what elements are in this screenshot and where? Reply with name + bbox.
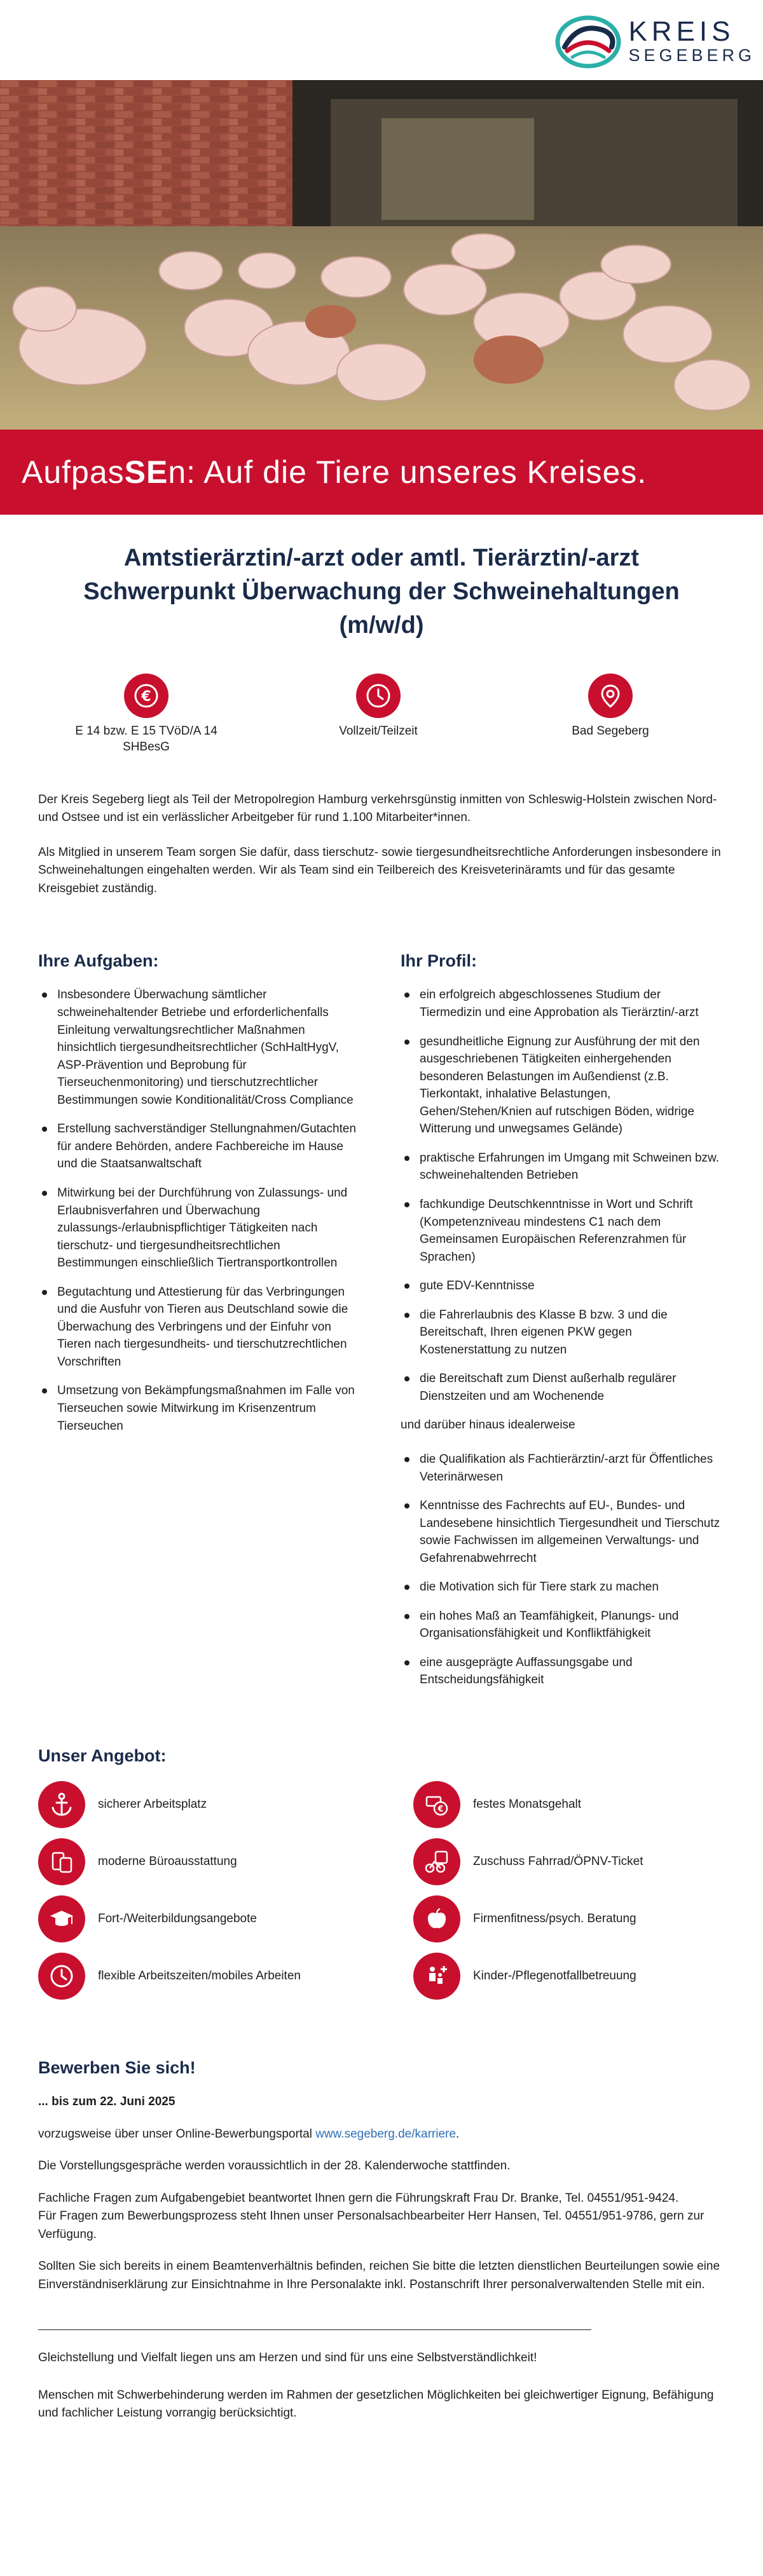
offer-item (38, 1838, 413, 1885)
offer-item (38, 1953, 413, 2000)
list-item: fachkundige Deutschkenntnisse in Wort und Schrift (Kompetenzniveau mindestens C1 nach dem Gemeinsamen Europäischen Referenzrahmen für Sprachen) (401, 1196, 725, 1266)
offer-label: moderne Büroausstattung (98, 1855, 237, 1869)
fact-salary (51, 674, 242, 756)
profile-section (401, 949, 725, 1700)
money-icon (413, 1781, 460, 1828)
profile-ideal-list (401, 1451, 725, 1689)
career-portal-link[interactable]: www.segeberg.de/karriere (315, 2127, 456, 2141)
offer-item (413, 1953, 725, 2000)
tasks-section (38, 949, 356, 1700)
offer-item (413, 1895, 725, 1942)
logo-wordmark (628, 17, 755, 65)
svg-text:€: € (437, 1805, 444, 1815)
apply-contact-2: Für Fragen zum Bewerbungsprozess steht Ihnen unser Personalsachbearbeiter Herr Hansen, Tel. 04551/951-9786, gern zur Verfügung. (38, 2209, 705, 2241)
job-title (38, 541, 725, 643)
banner-bold: SE (124, 454, 168, 490)
list-item: Begutachtung und Attestierung für das Verbringungen und die Ausfuhr von Tieren aus Deutschland sowie die Überwachung des Verbringens und der Einfuhr von Tieren nach tiergesundheits- und tierschutzrechtlichen Vorschriften (38, 1284, 356, 1371)
list-item: ein erfolgreich abgeschlossenes Studium der Tiermedizin und eine Approbation als Tierärztin/-arzt (401, 986, 725, 1021)
offer-heading: Unser Angebot: (38, 1746, 167, 1765)
header (0, 0, 763, 80)
list-item: die Qualifikation als Fachtierärztin/-arzt für Öffentliches Veterinärwesen (401, 1451, 725, 1486)
offer-label: Zuschuss Fahrrad/ÖPNV-Ticket (473, 1855, 643, 1869)
clock-icon (38, 1953, 85, 2000)
devices-icon (38, 1838, 85, 1885)
graduation-cap-icon (38, 1895, 85, 1942)
clock-icon (356, 674, 401, 718)
offer-grid (38, 1781, 725, 2000)
list-item: eine ausgeprägte Auffassungsgabe und Entscheidungsfähigkeit (401, 1654, 725, 1689)
logo-swirl-icon (553, 9, 623, 72)
apply-contact-1: Fachliche Fragen zum Aufgabengebiet beantwortet Ihnen gern die Führungskraft Frau Dr. Branke, Tel. 04551/951-9424. (38, 2191, 679, 2205)
apply-deadline: ... bis zum 22. Juni 2025 (38, 2095, 175, 2109)
fact-location-text: Bad Segeberg (572, 724, 649, 738)
anchor-icon (38, 1781, 85, 1828)
fact-location (515, 674, 706, 756)
location-pin-icon (588, 674, 633, 718)
fact-worktime (283, 674, 474, 756)
list-item: gesundheitliche Eignung zur Ausführung der mit den ausgeschriebenen Tätigkeiten einhergehenden besonderen Belastungen im Außendienst (z.B. Tierkontakt, inhalative Belastungen, Gehen/Stehen/Knien auf rutschigen Böden, widrige Witterung und unwegsames Gelände) (401, 1033, 725, 1138)
main-content (0, 541, 763, 2423)
offer-label: Firmenfitness/psych. Beratung (473, 1912, 636, 1926)
apply-heading: Bewerben Sie sich! (38, 2058, 196, 2078)
svg-text:€: € (141, 688, 151, 705)
banner-suffix: n: Auf die Tiere unseres Kreises. (168, 454, 647, 490)
apply-portal-suffix: . (455, 2127, 460, 2141)
offer-label: sicherer Arbeitsplatz (98, 1798, 207, 1812)
tasks-list (38, 986, 356, 1435)
kreis-segeberg-logo[interactable] (553, 9, 755, 72)
banner-prefix: Aufpas (22, 454, 125, 490)
euro-coin-icon (124, 674, 168, 718)
list-item: Erstellung sachverständiger Stellungnahmen/Gutachten für andere Behörden, andere Fachbereiche im Hause und die Staatsanwaltschaft (38, 1120, 356, 1173)
footer (38, 2349, 725, 2423)
list-item: gute EDV-Kenntnisse (401, 1277, 725, 1295)
job-title-line-2: Schwerpunkt Überwachung der Schweinehaltungen (83, 578, 680, 606)
family-icon (413, 1953, 460, 2000)
banner-slogan (22, 449, 647, 496)
bike-bus-icon (413, 1838, 460, 1885)
intro-paragraph-2: Als Mitglied in unserem Team sorgen Sie dafür, dass tierschutz- sowie tiergesundheitsrechtliche Anforderungen insbesondere in Schweinehaltungen eingehalten werden. Wir als Team sind ein Teilbereich des Kreisveterinäramts und für das gesamte Kreisgebiet zuständig. (38, 845, 721, 895)
intro (38, 791, 725, 898)
list-item: Insbesondere Überwachung sämtlicher schweinehaltender Betriebe und erforderlichenfalls Einleitung verwaltungsrechtlicher Maßnahmen hinsichtlich tiergesundheitsrechtlicher (SchHaltHygV, ASP-Prävention und Beprobung für Tierseuchenmonitoring) und tierschutzrechtlicher Bestimmungen sowie Konditionalität/Cross Compliance (38, 986, 356, 1109)
divider (38, 2329, 591, 2330)
apply-contacts (38, 2190, 725, 2244)
fact-worktime-text: Vollzeit/Teilzeit (339, 724, 418, 738)
apply-portal-text: vorzugsweise über unser Online-Bewerbungsportal (38, 2127, 316, 2141)
profile-ideal-intro: und darüber hinaus idealerweise (401, 1418, 575, 1432)
apply-portal (38, 2125, 725, 2144)
tasks-heading: Ihre Aufgaben: (38, 951, 159, 971)
pigs-in-barn-photo (0, 80, 763, 430)
list-item: ein hohes Maß an Teamfähigkeit, Planungs- und Organisationsfähigkeit und Konfliktfähigkeit (401, 1608, 725, 1643)
offer-label: Kinder-/Pflegenotfallbetreuung (473, 1969, 636, 1983)
job-title-line-3: (m/w/d) (339, 612, 424, 639)
hero-photo (0, 80, 763, 430)
offer-item (38, 1895, 413, 1942)
intro-paragraph-1: Der Kreis Segeberg liegt als Teil der Metropolregion Hamburg verkehrsgünstig inmitten von Schleswig-Holstein zwischen Nord- und Ostsee und ist ein verlässlicher Arbeitgeber für rund 1.100 Mitarbeiter*innen. (38, 792, 717, 825)
offer-label: flexible Arbeitszeiten/mobiles Arbeiten (98, 1969, 301, 1983)
list-item: die Bereitschaft zum Dienst außerhalb regulärer Dienstzeiten und am Wochenende (401, 1370, 725, 1405)
logo-line-2: SEGEBERG (628, 45, 755, 65)
logo-line-1: KREIS (628, 15, 735, 47)
tasks-profile-columns (38, 949, 725, 1700)
banner (0, 430, 763, 515)
disability-statement: Menschen mit Schwerbehinderung werden im Rahmen der gesetzlichen Möglichkeiten bei gleichwertiger Eignung, Befähigung und fachlicher Leistung vorrangig berücksichtigt. (38, 2388, 714, 2420)
list-item: Umsetzung von Bekämpfungsmaßnahmen im Falle von Tierseuchen sowie Mitwirkung im Krisenzentrum Tierseuchen (38, 1382, 356, 1435)
fact-salary-text: E 14 bzw. E 15 TVöD/A 14 SHBesG (75, 724, 217, 754)
list-item: Kenntnisse des Fachrechts auf EU-, Bundes- und Landesebene hinsichtlich Tiergesundheit und Tierschutz sowie Fachwissen im allgemeinen Verwaltungs- und Gefahrenabwehrrecht (401, 1497, 725, 1567)
list-item: praktische Erfahrungen im Umgang mit Schweinen bzw. schweinehaltenden Betrieben (401, 1149, 725, 1184)
list-item: die Fahrerlaubnis des Klasse B bzw. 3 und die Bereitschaft, Ihren eigenen PKW gegen Kostenerstattung zu nutzen (401, 1306, 725, 1359)
diversity-statement: Gleichstellung und Vielfalt liegen uns am Herzen und sind für uns eine Selbstverständlichkeit! (38, 2351, 537, 2365)
list-item: die Motivation sich für Tiere stark zu machen (401, 1578, 725, 1596)
apple-icon (413, 1895, 460, 1942)
offer-section (38, 1744, 725, 2000)
offer-label: festes Monatsgehalt (473, 1798, 582, 1812)
profile-heading: Ihr Profil: (401, 951, 477, 971)
offer-item (413, 1781, 725, 1828)
offer-item (38, 1781, 413, 1828)
list-item: Mitwirkung bei der Durchführung von Zulassungs- und Erlaubnisverfahren und Überwachung zulassungs-/erlaubnispflichtiger Tätigkeiten nach tierschutz- und tiergesundheitsrechtlichen Bestimmungen einschließlich Tiertransportkontrollen (38, 1184, 356, 1272)
apply-civil-servant: Sollten Sie sich bereits in einem Beamtenverhältnis befinden, reichen Sie bitte die letzten dienstlichen Beurteilungen sowie eine Einverständniserklärung zur Einsichtnahme in Ihre Personalakte inkl. Postanschrift Ihrer personalverwaltenden Stelle mit ein. (38, 2260, 720, 2291)
apply-section (38, 2056, 725, 2294)
profile-list (401, 986, 725, 1405)
key-facts (38, 674, 725, 756)
apply-interviews: Die Vorstellungsgespräche werden voraussichtlich in der 28. Kalenderwoche stattfinden. (38, 2159, 511, 2173)
job-title-line-1: Amtstierärztin/-arzt oder amtl. Tierärztin/-arzt (123, 545, 640, 571)
offer-label: Fort-/Weiterbildungsangebote (98, 1912, 257, 1926)
offer-item (413, 1838, 725, 1885)
